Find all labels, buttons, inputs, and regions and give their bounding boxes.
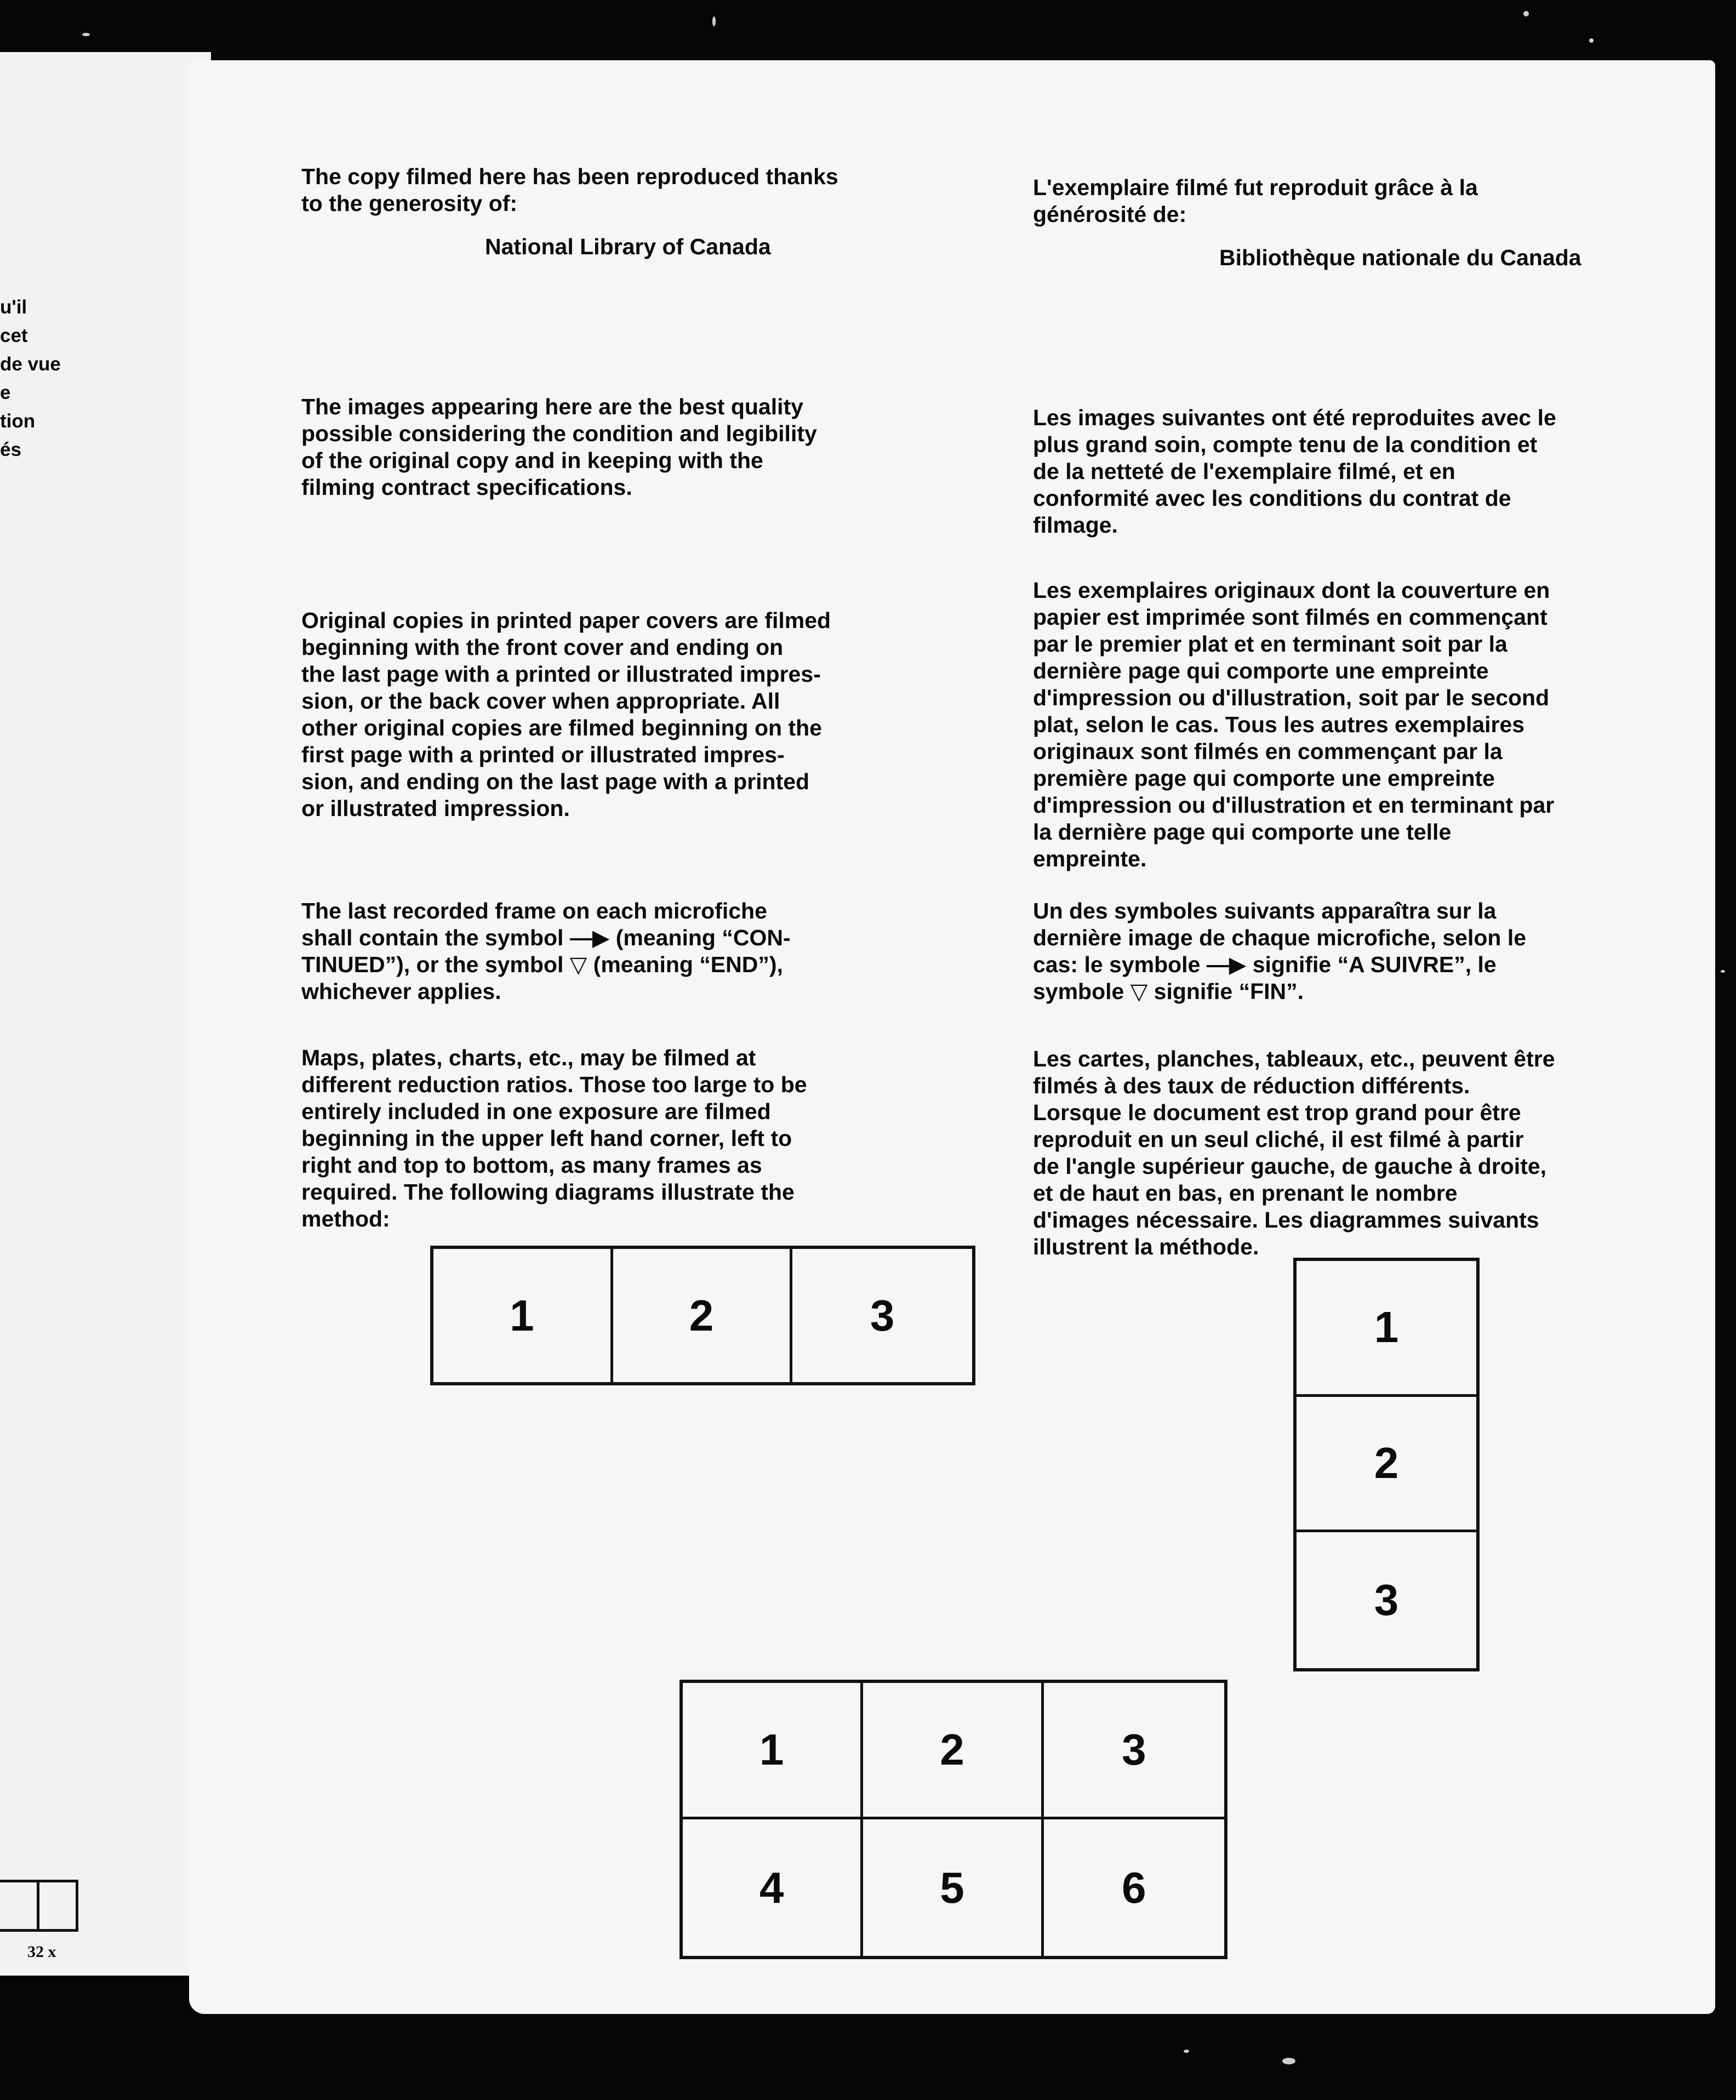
text-line: first page with a printed or illustrated impres- — [301, 742, 785, 767]
text-line: d'impression ou d'illustration et en terminant par — [1033, 792, 1555, 818]
text-line: shall contain the symbol —▶ (meaning “CON- — [301, 925, 791, 950]
text-line: The images appearing here are the best quality — [301, 394, 803, 419]
frame-cell: 1 — [1297, 1261, 1476, 1397]
frame-cell: 1 — [433, 1249, 613, 1382]
text-line: filmage. — [1033, 512, 1118, 538]
text-line: filmés à des taux de réduction différents. — [1033, 1073, 1470, 1098]
quality-paragraph-en — [301, 393, 945, 501]
text-line: première page qui comporte une empreinte — [1033, 766, 1495, 791]
text-line: dernière image de chaque microfiche, selon le — [1033, 925, 1527, 950]
text-line: conformité avec les conditions du contrat de — [1033, 486, 1511, 511]
text-line: to the generosity of: — [301, 191, 518, 216]
text-line: par le premier plat et en terminant soit par la — [1033, 631, 1507, 657]
text-line: papier est imprimée sont filmés en commençant — [1033, 604, 1547, 630]
main-page — [189, 60, 1715, 2014]
text-line: Les images suivantes ont été reproduites avec le — [1033, 405, 1556, 430]
dust-speck — [1523, 11, 1529, 16]
text-line: Les cartes, planches, tableaux, etc., peuvent être — [1033, 1046, 1555, 1071]
diagram-cell — [0, 1882, 37, 1929]
intro-paragraph-en — [301, 163, 945, 217]
text-line: plus grand soin, compte tenu de la condition et — [1033, 432, 1538, 457]
dust-speck — [1721, 970, 1725, 973]
text-line: L'exemplaire filmé fut reproduit grâce à la — [1033, 175, 1478, 200]
text-line: d'impression ou d'illustration, soit par le second — [1033, 685, 1550, 710]
text-fragment: és — [0, 439, 21, 460]
intro-paragraph-fr — [1033, 174, 1704, 228]
text-line: empreinte. — [1033, 846, 1147, 871]
maps-paragraph-fr — [1033, 1046, 1704, 1260]
text-line: la dernière page qui comporte une telle — [1033, 819, 1452, 844]
originals-paragraph-en — [301, 607, 945, 822]
quality-paragraph-fr — [1033, 404, 1704, 539]
dust-speck — [82, 33, 90, 36]
text-line: filming contract specifications. — [301, 475, 632, 500]
text-line: The copy filmed here has been reproduced thanks — [301, 164, 838, 189]
text-line: beginning in the upper left hand corner, left to — [301, 1126, 792, 1151]
text-line: de l'angle supérieur gauche, de gauche à droite, — [1033, 1154, 1547, 1179]
maps-paragraph-en — [301, 1045, 945, 1232]
text-line: TINUED”), or the symbol ▽ (meaning “END”), — [301, 952, 783, 977]
text-line: et de haut en bas, en prenant le nombre — [1033, 1180, 1458, 1206]
originals-paragraph-fr — [1033, 577, 1704, 872]
frame-cell: 2 — [1297, 1397, 1476, 1533]
text-line: Maps, plates, charts, etc., may be filmed at — [301, 1045, 756, 1070]
text-line: entirely included in one exposure are filmed — [301, 1099, 771, 1124]
text-fragment: e — [0, 382, 11, 403]
frame-cell: 3 — [1044, 1683, 1224, 1819]
previous-page-text-fragments — [0, 293, 61, 464]
text-fragment: u'il — [0, 296, 27, 318]
text-line: de la netteté de l'exemplaire filmé, et en — [1033, 459, 1455, 484]
text-line: The last recorded frame on each microfiche — [301, 898, 767, 923]
frame-cell: 1 — [683, 1683, 863, 1819]
text-line: possible considering the condition and legibility — [301, 421, 817, 446]
text-line: sion, and ending on the last page with a printed — [301, 769, 810, 794]
frame-cell: 5 — [863, 1819, 1043, 1956]
symbols-paragraph-fr — [1033, 898, 1704, 1005]
text-line: beginning with the front cover and ending on — [301, 635, 784, 660]
text-line: right and top to bottom, as many frames as — [301, 1152, 762, 1178]
text-line: method: — [301, 1206, 390, 1231]
institution-name-en: National Library of Canada — [485, 234, 771, 259]
text-line: cas: le symbole —▶ signifie “A SUIVRE”, le — [1033, 952, 1497, 977]
frame-cell: 4 — [683, 1819, 863, 1956]
frame-cell: 6 — [1122, 1863, 1146, 1912]
text-line: illustrent la méthode. — [1033, 1234, 1259, 1259]
six-frame-grid-diagram — [679, 1680, 1227, 1959]
text-line: Un des symboles suivants apparaîtra sur la — [1033, 898, 1497, 923]
previous-page-edge — [0, 52, 211, 1976]
text-line: sion, or the back cover when appropriate. All — [301, 688, 780, 714]
text-line: dernière page qui comporte une empreinte — [1033, 658, 1489, 683]
text-fragment: tion — [0, 410, 36, 432]
text-line: Original copies in printed paper covers are filmed — [301, 608, 831, 633]
text-line: plat, selon le cas. Tous les autres exemplaires — [1033, 712, 1525, 737]
text-line: of the original copy and in keeping with the — [301, 448, 763, 473]
text-line: originaux sont filmés en commençant par la — [1033, 739, 1503, 764]
text-fragment: de vue — [0, 353, 61, 375]
text-line: the last page with a printed or illustrated impres- — [301, 661, 821, 687]
text-line: Lorsque le document est trop grand pour être — [1033, 1100, 1521, 1125]
horizontal-three-frame-diagram — [430, 1246, 975, 1385]
reduction-caption: 32 x — [27, 1943, 56, 1961]
previous-page-diagram — [0, 1880, 78, 1932]
frame-cell: 3 — [870, 1291, 895, 1340]
institution-name-fr: Bibliothèque nationale du Canada — [1219, 245, 1581, 270]
text-line: générosité de: — [1033, 202, 1187, 227]
dust-speck — [1282, 2058, 1295, 2064]
frame-cell: 3 — [1374, 1576, 1399, 1625]
text-line: Les exemplaires originaux dont la couverture en — [1033, 578, 1550, 603]
symbols-paragraph-en — [301, 898, 945, 1005]
frame-cell: 2 — [863, 1683, 1043, 1819]
text-line: other original copies are filmed beginning on the — [301, 715, 822, 740]
dust-speck — [1184, 2050, 1189, 2053]
dust-speck — [712, 16, 716, 26]
text-fragment: cet — [0, 325, 28, 346]
text-line: d'images nécessaire. Les diagrammes suivants — [1033, 1207, 1539, 1232]
text-line: required. The following diagrams illustrate the — [301, 1179, 795, 1205]
vertical-three-frame-diagram — [1293, 1258, 1480, 1671]
text-line: different reduction ratios. Those too large to be — [301, 1072, 807, 1097]
text-line: reproduit en un seul cliché, il est filmé à partir — [1033, 1127, 1524, 1152]
text-line: whichever applies. — [301, 979, 501, 1004]
dust-speck — [1589, 38, 1594, 43]
text-line: symbole ▽ signifie “FIN”. — [1033, 979, 1304, 1004]
diagram-cell — [37, 1882, 76, 1929]
frame-cell: 2 — [613, 1249, 793, 1382]
text-line: or illustrated impression. — [301, 796, 570, 821]
